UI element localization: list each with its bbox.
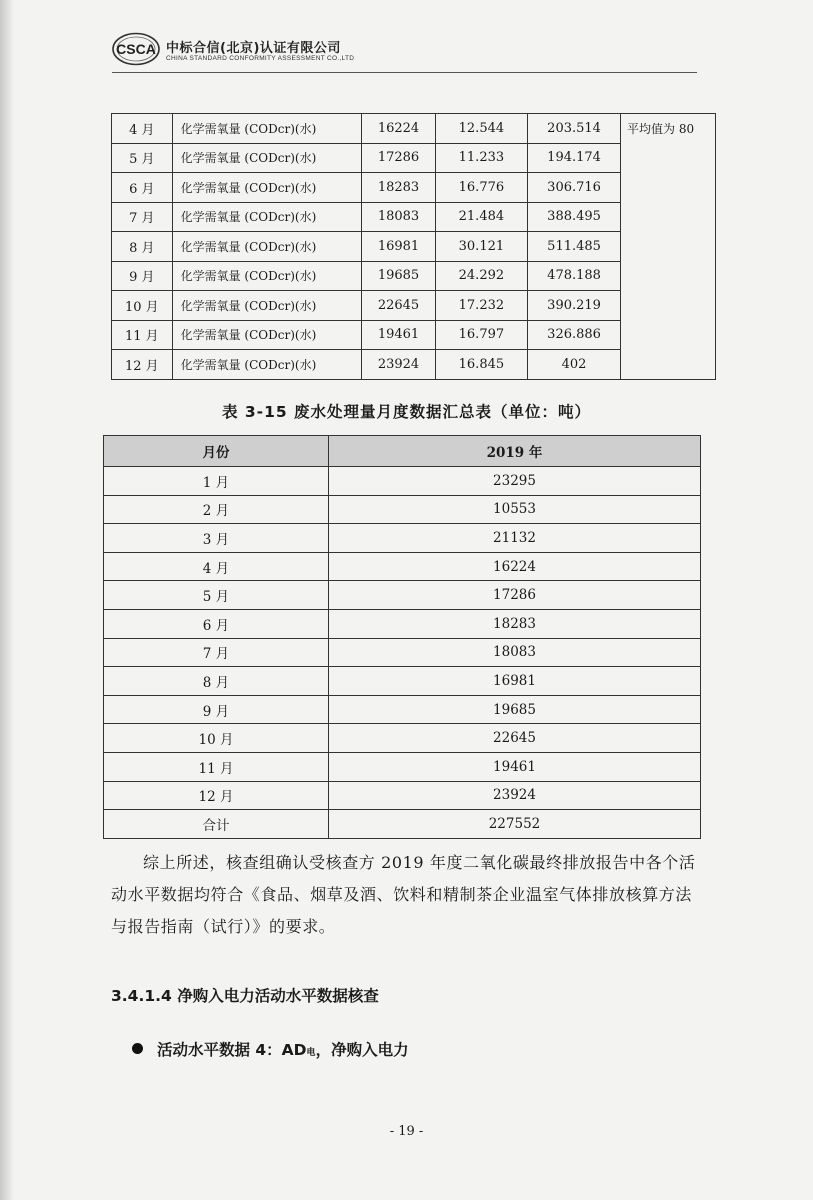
value-cell: 19461 (329, 752, 701, 781)
header-year: 2019 年 (329, 436, 701, 467)
table-row (104, 781, 701, 810)
company-name-cn: 中标合信(北京)认证有限公司 (166, 41, 341, 56)
month-cell: 2 月 (104, 495, 329, 524)
month-cell: 5 月 (104, 581, 329, 610)
concentration-cell: 30.121 (435, 232, 527, 262)
value-cell: 23295 (329, 467, 701, 496)
item-cell: 化学需氧量 (CODcr)(水) (172, 350, 362, 380)
month-cell: 9 月 (104, 695, 329, 724)
table-header-row (104, 436, 701, 467)
amount-cell: 194.174 (528, 143, 621, 173)
volume-cell: 16224 (362, 114, 435, 144)
amount-cell: 306.716 (528, 173, 621, 203)
table-row (104, 695, 701, 724)
amount-cell: 388.495 (528, 202, 621, 232)
volume-cell: 16981 (362, 232, 435, 262)
amount-cell: 402 (528, 350, 621, 380)
table-row (104, 638, 701, 667)
value-cell: 10553 (329, 495, 701, 524)
month-cell: 6 月 (104, 609, 329, 638)
value-cell: 18283 (329, 609, 701, 638)
table-row (104, 495, 701, 524)
bullet-dot-icon (132, 1043, 143, 1054)
table-row (104, 467, 701, 496)
cod-monthly-table (111, 113, 716, 380)
month-cell: 4 月 (112, 114, 173, 144)
month-cell: 10 月 (104, 724, 329, 753)
item-cell: 化学需氧量 (CODcr)(水) (172, 291, 362, 321)
month-cell: 10 月 (112, 291, 173, 321)
value-cell: 21132 (329, 524, 701, 553)
item-cell: 化学需氧量 (CODcr)(水) (172, 232, 362, 262)
concentration-cell: 11.233 (435, 143, 527, 173)
bullet-prefix: 活动水平数据 4：AD (157, 1041, 307, 1059)
page-header (112, 30, 697, 75)
item-cell: 化学需氧量 (CODcr)(水) (172, 320, 362, 350)
month-cell: 9 月 (112, 261, 173, 291)
amount-cell: 511.485 (528, 232, 621, 262)
volume-cell: 23924 (362, 350, 435, 380)
section-heading: 3.4.1.4 净购入电力活动水平数据核查 (111, 987, 379, 1005)
volume-cell: 18083 (362, 202, 435, 232)
value-cell: 16981 (329, 667, 701, 696)
concentration-cell: 16.776 (435, 173, 527, 203)
month-cell: 12 月 (104, 781, 329, 810)
value-cell: 22645 (329, 724, 701, 753)
csca-logo-icon (112, 32, 160, 66)
month-cell: 5 月 (112, 143, 173, 173)
table-row (104, 810, 701, 839)
volume-cell: 22645 (362, 291, 435, 321)
month-cell: 12 月 (112, 350, 173, 380)
month-cell: 1 月 (104, 467, 329, 496)
volume-cell: 19461 (362, 320, 435, 350)
item-cell: 化学需氧量 (CODcr)(水) (172, 143, 362, 173)
item-cell: 化学需氧量 (CODcr)(水) (172, 261, 362, 291)
value-cell: 227552 (329, 810, 701, 839)
concentration-cell: 17.232 (435, 291, 527, 321)
header-rule (112, 72, 697, 73)
table-row (104, 724, 701, 753)
item-cell: 化学需氧量 (CODcr)(水) (172, 202, 362, 232)
amount-cell: 326.886 (528, 320, 621, 350)
table-row (104, 609, 701, 638)
volume-cell: 18283 (362, 173, 435, 203)
conclusion-paragraph: 综上所述，核查组确认受核查方 2019 年度二氧化碳最终排放报告中各个活动水平数据均符合《食品、烟草及酒、饮料和精制茶企业温室气体排放核算方法与报告指南（试行）》的要求。 (111, 853, 696, 936)
volume-cell: 17286 (362, 143, 435, 173)
month-cell: 合计 (104, 810, 329, 839)
scan-edge-shadow (0, 0, 14, 1200)
concentration-cell: 16.797 (435, 320, 527, 350)
table-row (104, 752, 701, 781)
value-cell: 16224 (329, 552, 701, 581)
month-cell: 11 月 (112, 320, 173, 350)
value-cell: 23924 (329, 781, 701, 810)
month-cell: 8 月 (112, 232, 173, 262)
table-row (112, 114, 716, 144)
table-row (104, 552, 701, 581)
value-cell: 18083 (329, 638, 701, 667)
company-name-en: CHINA STANDARD CONFORMITY ASSESSMENT CO.,LTD (166, 55, 355, 62)
month-cell: 7 月 (112, 202, 173, 232)
table-row (104, 581, 701, 610)
page-number: - 19 - (389, 1124, 424, 1139)
note-cell: 平均值为 80 (621, 114, 716, 380)
concentration-cell: 24.292 (435, 261, 527, 291)
table-row (104, 667, 701, 696)
amount-cell: 390.219 (528, 291, 621, 321)
concentration-cell: 12.544 (435, 114, 527, 144)
item-cell: 化学需氧量 (CODcr)(水) (172, 114, 362, 144)
month-cell: 7 月 (104, 638, 329, 667)
amount-cell: 478.188 (528, 261, 621, 291)
table-row (104, 524, 701, 553)
bullet-item (132, 1038, 409, 1060)
amount-cell: 203.514 (528, 114, 621, 144)
volume-cell: 19685 (362, 261, 435, 291)
value-cell: 19685 (329, 695, 701, 724)
item-cell: 化学需氧量 (CODcr)(水) (172, 173, 362, 203)
concentration-cell: 16.845 (435, 350, 527, 380)
month-cell: 8 月 (104, 667, 329, 696)
concentration-cell: 21.484 (435, 202, 527, 232)
header-month: 月份 (104, 436, 329, 467)
wastewater-monthly-table (103, 435, 701, 839)
month-cell: 4 月 (104, 552, 329, 581)
month-cell: 11 月 (104, 752, 329, 781)
month-cell: 3 月 (104, 524, 329, 553)
logo-text: CSCA (116, 41, 156, 57)
value-cell: 17286 (329, 581, 701, 610)
table-caption: 表 3-15 废水处理量月度数据汇总表（单位：吨） (221, 403, 592, 421)
month-cell: 6 月 (112, 173, 173, 203)
bullet-suffix: ，净购入电力 (315, 1041, 409, 1059)
bullet-subscript: 电 (306, 1048, 316, 1058)
